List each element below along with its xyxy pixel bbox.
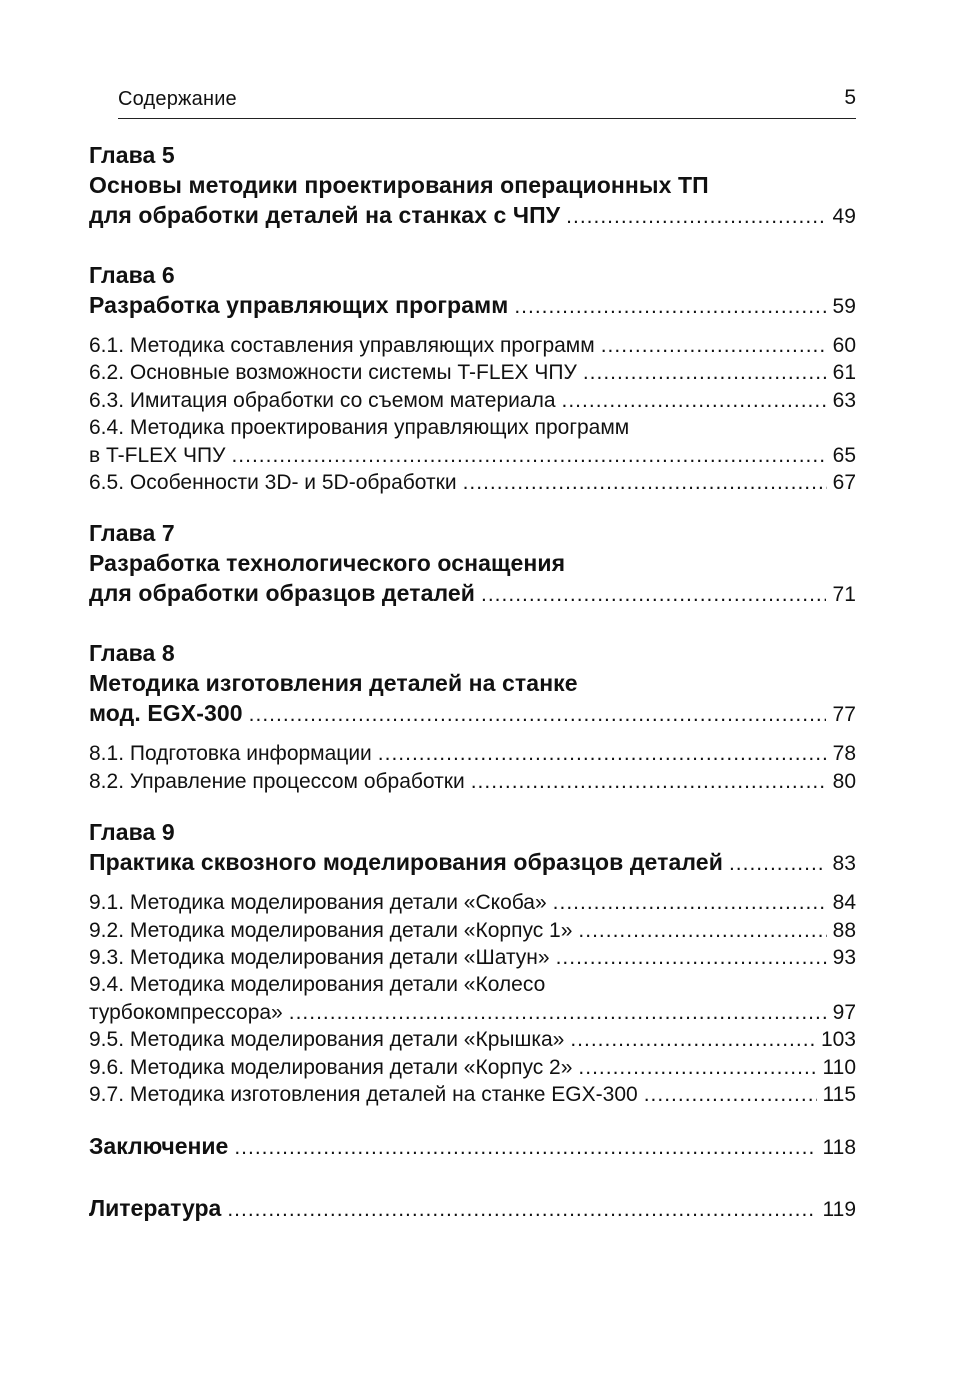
section-entry-text: 9.2. Методика моделирования детали «Корпус 1» — [89, 918, 573, 942]
section-entry-page: 88 — [832, 918, 856, 942]
end-entry-block — [89, 1131, 856, 1163]
chapter-title-line: Методика изготовления деталей на станке — [89, 670, 578, 697]
dot-leader — [249, 700, 827, 730]
chapter-block — [89, 817, 856, 1108]
chapter-title-line: Основы методики проектирования операционных ТП — [89, 172, 709, 198]
chapter-heading — [89, 817, 856, 879]
dot-leader — [578, 917, 826, 944]
section-entry[interactable] — [89, 332, 856, 359]
chapter-block — [89, 518, 856, 610]
section-entry-text: 9.5. Методика моделирования детали «Крышка» — [89, 1028, 565, 1052]
table-of-contents — [89, 140, 856, 1255]
section-entry-page: 63 — [832, 388, 856, 412]
chapter-entry-page: 49 — [832, 205, 856, 228]
chapter-entry-page: 77 — [832, 703, 856, 727]
chapter-label: Глава 9 — [89, 819, 175, 846]
section-entry-page: 67 — [832, 471, 856, 495]
section-item — [89, 387, 856, 414]
section-entry-page: 78 — [832, 742, 856, 766]
section-list — [89, 332, 856, 496]
chapter-entry-page: 71 — [832, 583, 856, 607]
section-entry[interactable] — [89, 740, 856, 767]
end-entry[interactable] — [89, 1193, 856, 1225]
section-item — [89, 740, 856, 767]
dot-leader — [289, 999, 827, 1026]
dot-leader — [729, 849, 827, 879]
dot-leader — [514, 292, 826, 322]
section-entry[interactable] — [89, 944, 856, 971]
section-item — [89, 944, 856, 971]
chapter-entry-text: мод. EGX-300 — [89, 700, 243, 727]
dot-leader — [231, 442, 826, 469]
dot-leader — [471, 768, 827, 795]
dot-leader — [234, 1133, 816, 1163]
section-list — [89, 740, 856, 795]
dot-leader — [601, 332, 827, 359]
dot-leader — [644, 1081, 817, 1108]
chapter-heading — [89, 638, 856, 730]
chapter-title-line: Разработка технологического оснащения — [89, 550, 566, 577]
dot-leader — [583, 359, 827, 386]
end-entry-page: 119 — [822, 1197, 856, 1221]
section-entry-text: 6.5. Особенности 3D- и 5D-обработки — [89, 471, 457, 495]
dot-leader — [481, 580, 826, 610]
chapter-entry-page: 59 — [832, 295, 856, 318]
section-entry-page: 93 — [832, 946, 856, 970]
section-item — [89, 359, 856, 386]
section-entry[interactable] — [89, 768, 856, 795]
chapter-entry-text: Разработка управляющих программ — [89, 292, 509, 318]
section-item — [89, 1054, 856, 1081]
dot-leader — [556, 944, 827, 971]
chapter-block — [89, 140, 856, 232]
section-entry-text: 6.2. Основные возможности системы T-FLEX ЧПУ — [89, 361, 577, 385]
section-item — [89, 1026, 856, 1053]
section-entry-text: 8.1. Подготовка информации — [89, 742, 372, 766]
dot-leader — [553, 889, 827, 916]
section-entry[interactable] — [89, 359, 856, 386]
section-entry-text: 6.3. Имитация обработки со съемом материала — [89, 388, 556, 412]
end-entry[interactable] — [89, 1131, 856, 1163]
chapter-label: Глава 6 — [89, 262, 175, 288]
section-title-line: 9.4. Методика моделирования детали «Колесо — [89, 973, 546, 997]
section-entry-page: 115 — [822, 1083, 856, 1107]
chapter-entry[interactable] — [89, 578, 856, 610]
section-entry[interactable] — [89, 1081, 856, 1108]
section-entry-text: в T-FLEX ЧПУ — [89, 443, 226, 467]
section-entry[interactable] — [89, 1026, 856, 1053]
dot-leader — [227, 1195, 816, 1225]
section-entry-text: 9.7. Методика изготовления деталей на станке EGX-300 — [89, 1083, 638, 1107]
section-entry[interactable] — [89, 917, 856, 944]
section-item — [89, 971, 856, 1026]
chapter-entry[interactable] — [89, 698, 856, 730]
section-entry-text: 8.2. Управление процессом обработки — [89, 769, 465, 793]
chapter-entry[interactable] — [89, 290, 856, 322]
section-entry[interactable] — [89, 387, 856, 414]
chapter-block — [89, 638, 856, 795]
section-entry-page: 65 — [832, 443, 856, 467]
section-entry-page: 103 — [820, 1028, 856, 1052]
section-item — [89, 414, 856, 469]
section-entry[interactable] — [89, 469, 856, 496]
chapter-entry[interactable] — [89, 847, 856, 879]
section-entry-page: 84 — [832, 891, 856, 915]
section-item — [89, 1081, 856, 1108]
chapter-entry-text: для обработки деталей на станках с ЧПУ — [89, 202, 561, 228]
section-item — [89, 889, 856, 916]
section-entry[interactable] — [89, 889, 856, 916]
section-entry[interactable] — [89, 1054, 856, 1081]
end-entry-text: Заключение — [89, 1132, 229, 1159]
end-entry-text: Литература — [89, 1194, 222, 1221]
section-entry-page: 97 — [832, 1000, 856, 1024]
chapter-label: Глава 5 — [89, 142, 175, 168]
section-item — [89, 469, 856, 496]
chapter-entry-text: Практика сквозного моделирования образцов деталей — [89, 849, 723, 876]
chapter-entry-page: 83 — [832, 852, 856, 876]
section-list — [89, 889, 856, 1108]
chapter-heading — [89, 260, 856, 322]
chapter-label: Глава 7 — [89, 520, 175, 547]
section-item — [89, 917, 856, 944]
section-entry-text: 9.3. Методика моделирования детали «Шатун» — [89, 946, 550, 970]
chapter-entry[interactable] — [89, 200, 856, 232]
dot-leader — [562, 387, 827, 414]
section-entry[interactable] — [89, 999, 856, 1026]
dot-leader — [463, 469, 827, 496]
section-entry-text: турбокомпрессора» — [89, 1000, 283, 1024]
section-item — [89, 768, 856, 795]
chapter-block — [89, 260, 856, 496]
chapter-heading — [89, 140, 856, 232]
section-entry-page: 80 — [832, 769, 856, 793]
chapter-label: Глава 8 — [89, 640, 175, 667]
section-title-line: 6.4. Методика проектирования управляющих программ — [89, 416, 630, 440]
section-entry-text: 9.1. Методика моделирования детали «Скоба» — [89, 891, 547, 915]
end-entry-block — [89, 1193, 856, 1225]
end-entry-page: 118 — [822, 1135, 856, 1159]
chapter-heading — [89, 518, 856, 610]
running-header — [118, 84, 856, 119]
section-entry-text: 6.1. Методика составления управляющих программ — [89, 334, 595, 357]
section-entry-page: 60 — [832, 334, 856, 357]
header-title: Содержание — [118, 88, 237, 110]
dot-leader — [378, 740, 827, 767]
section-item — [89, 332, 856, 359]
section-entry-text: 9.6. Методика моделирования детали «Корпус 2» — [89, 1055, 573, 1079]
dot-leader — [566, 202, 826, 232]
section-entry[interactable] — [89, 442, 856, 469]
dot-leader — [578, 1054, 816, 1081]
chapter-entry-text: для обработки образцов деталей — [89, 580, 476, 607]
header-page-number: 5 — [844, 86, 856, 109]
section-entry-page: 61 — [832, 361, 856, 385]
section-entry-page: 110 — [822, 1055, 856, 1079]
dot-leader — [570, 1026, 815, 1053]
